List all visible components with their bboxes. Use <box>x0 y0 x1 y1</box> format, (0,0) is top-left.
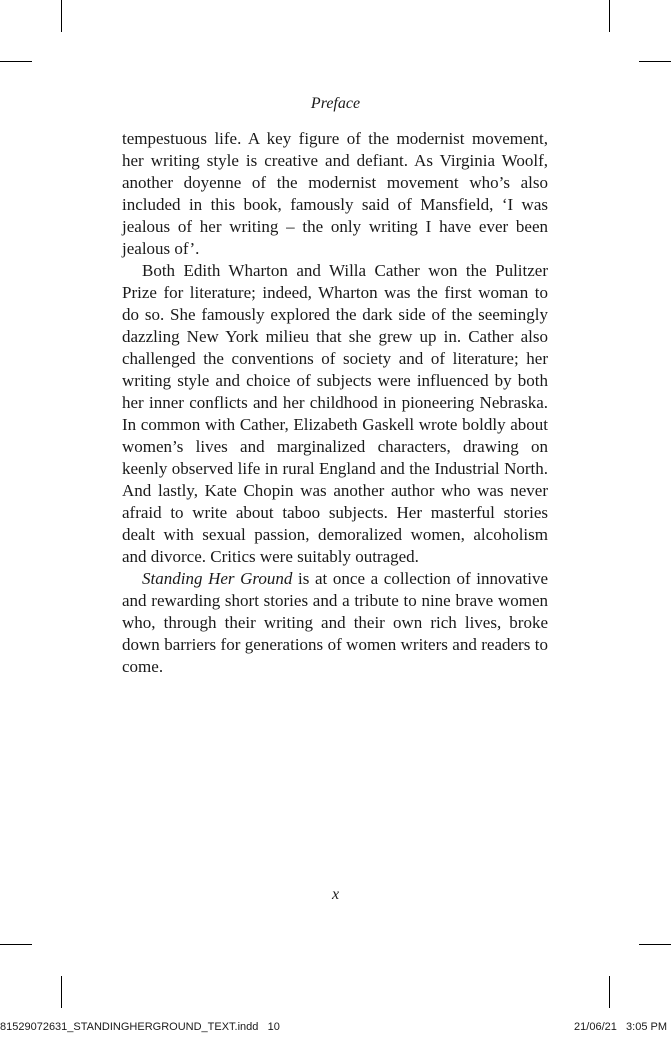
book-title: Standing Her Ground <box>142 569 293 588</box>
slug-file-name: 81529072631_STANDINGHERGROUND_TEXT.indd 10 <box>0 1021 280 1033</box>
body-text <box>122 128 548 678</box>
page-number: x <box>331 886 340 903</box>
paragraph-3-text: is at once a collection of innovative and rewarding short stories and a tribute to nine brave women who, through their writing and their own rich lives, broke down barriers for generations of women writers and readers to come. <box>122 569 548 676</box>
paragraph-3 <box>122 568 548 678</box>
crop-mark-right-bottom <box>639 944 671 945</box>
crop-mark-left-top <box>0 61 32 62</box>
crop-mark-right-top <box>639 61 671 62</box>
paragraph-2: Both Edith Wharton and Willa Cather won the Pulitzer Prize for literature; indeed, Wharton was the first woman to do so. She famously explored the dark side of the seemingly dazzling New York milieu that she grew up in. Cather also challenged the conventions of society and of literature; her writing style and choice of subjects were influenced by both her inner conflicts and her childhood in pioneering Nebraska. In common with Cather, Elizabeth Gaskell wrote boldly about women’s lives and marginalized characters, drawing on keenly observed life in rural England and the Industrial North. And lastly, Kate Chopin was another author who was never afraid to write about taboo subjects. Her masterful stories dealt with sexual passion, demoralized women, alcoholism and divorce. Critics were suitably outraged. <box>122 261 548 566</box>
crop-mark-top-right <box>609 0 610 32</box>
crop-mark-bottom-right <box>609 976 610 1008</box>
paragraph-1: tempestuous life. A key figure of the modernist movement, her writing style is creative and defiant. As Virginia Woolf, another doyenne of the modernist movement who’s also included in this book, famously said of Mansfield, ‘I was jealous of her writing – the only writing I have ever been jealous of’. <box>122 129 548 258</box>
crop-mark-left-bottom <box>0 944 32 945</box>
crop-mark-bottom-left <box>61 976 62 1008</box>
running-head: Preface <box>310 95 361 112</box>
crop-mark-top-left <box>61 0 62 32</box>
slug-date-time: 21/06/21 3:05 PM <box>574 1021 667 1033</box>
